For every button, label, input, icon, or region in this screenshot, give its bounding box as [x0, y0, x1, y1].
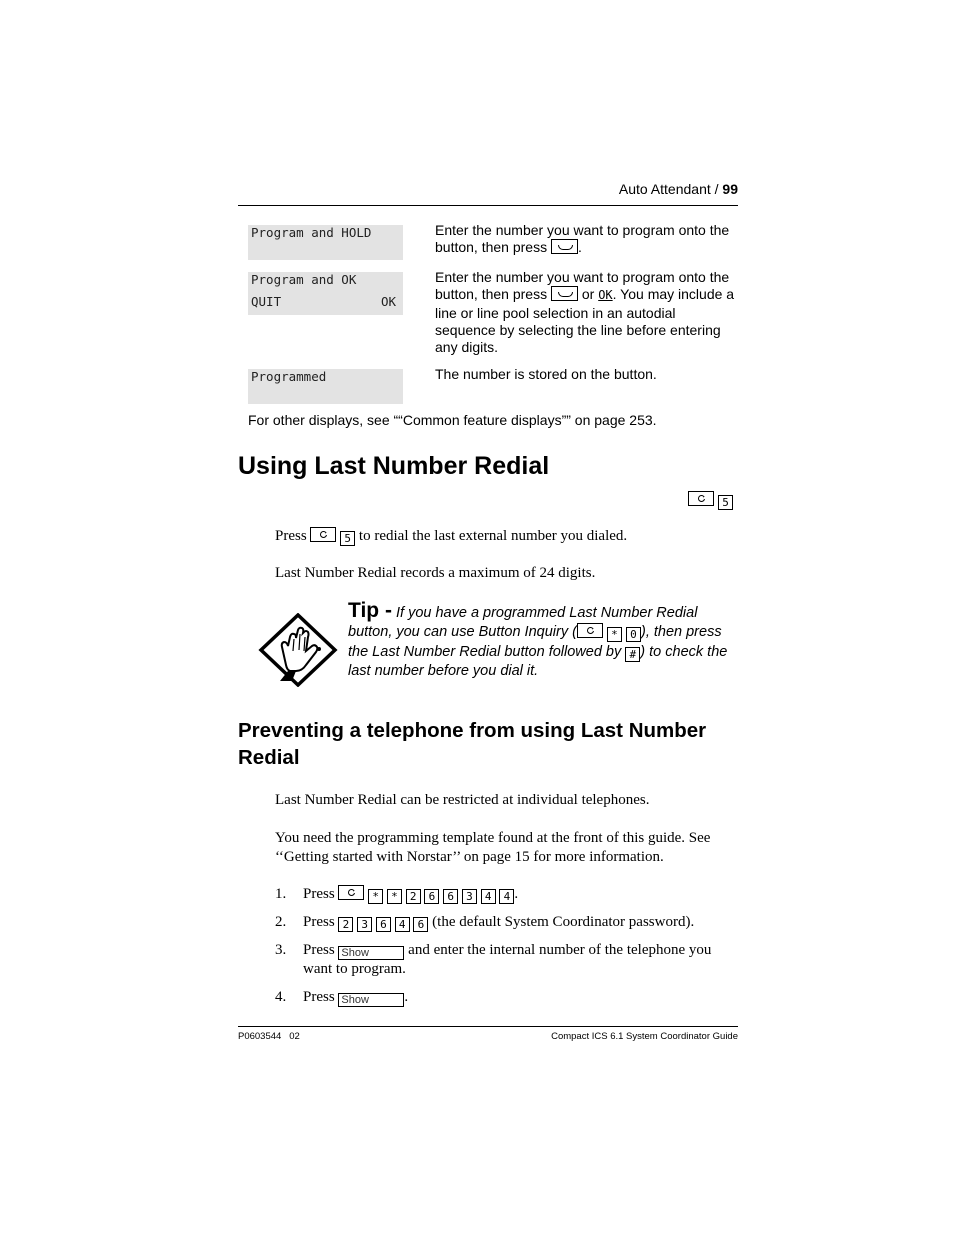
step-content — [303, 913, 735, 932]
key-4: 4 — [395, 917, 410, 932]
show-button: Show — [338, 993, 404, 1007]
footer-rule — [238, 1026, 738, 1027]
tip-text-1: If you have a programmed Last Number Redial button, you can use Button Inquiry ( — [348, 605, 698, 641]
template-note: You need the programming template found at the front of this guide. See ‘‘Getting started with Norstar’’ on page 15 for more information. — [275, 830, 711, 865]
subsection-title: Preventing a telephone from using Last Number Redial — [238, 719, 707, 769]
step-1 — [275, 885, 735, 905]
key-3: 3 — [357, 917, 372, 932]
step-number: 2. — [275, 914, 287, 930]
description-end: . You may include a line or line pool selection in an autodial sequence by selecting the line before entering any digits. — [435, 286, 735, 356]
key-6: 6 — [376, 917, 391, 932]
header-separator: / — [710, 181, 723, 197]
key-0: 0 — [626, 627, 641, 642]
description-text: Enter the number you want to program onto the button, then press — [435, 269, 730, 303]
display-description — [435, 222, 735, 257]
hand-stop-icon — [258, 613, 338, 687]
key-5: 5 — [340, 531, 355, 546]
press-label: Press — [303, 886, 335, 902]
header-section: Auto Attendant — [618, 181, 711, 197]
lcd-softkey-ok: OK — [380, 294, 396, 309]
press-label: Press — [303, 989, 335, 1005]
press-label: Press — [275, 528, 307, 544]
lcd-line-1: Programmed — [251, 369, 327, 384]
press-label: Press — [303, 942, 335, 958]
step-2 — [275, 913, 735, 933]
step-3 — [275, 941, 735, 981]
description-end: . — [577, 239, 582, 256]
step-number: 4. — [275, 989, 287, 1005]
feature-key-icon — [688, 491, 714, 506]
description-text: Enter the number you want to program onto the button, then press — [435, 222, 730, 256]
step-note: (the default System Coordinator password). — [432, 914, 695, 930]
display-description — [435, 366, 735, 383]
tip-label: Tip - — [348, 599, 392, 622]
restriction-note: Last Number Redial can be restricted at individual telephones. — [275, 792, 650, 808]
description-text: The number is stored on the button. — [435, 366, 657, 382]
redial-instruction-text: to redial the last external number you dialed. — [358, 528, 628, 544]
feature-key-icon — [577, 623, 603, 638]
key-star: * — [607, 627, 622, 642]
key-4: 4 — [481, 889, 496, 904]
display-description — [435, 269, 735, 356]
tip-box — [348, 601, 738, 681]
key-4: 4 — [499, 889, 514, 904]
step-end: . — [404, 989, 409, 1005]
key-2: 2 — [338, 917, 353, 932]
key-hash: # — [625, 647, 640, 662]
key-5: 5 — [718, 495, 733, 510]
lcd-line-1: Program and OK — [251, 272, 357, 287]
ok-softkey-label: OK — [598, 288, 613, 303]
step-end: . — [514, 886, 519, 902]
show-button: Show — [338, 946, 404, 960]
release-key-icon — [551, 239, 578, 254]
other-displays-note: For other displays, see ““Common feature displays”” on page 253. — [248, 412, 657, 428]
key-6: 6 — [443, 889, 458, 904]
key-3: 3 — [462, 889, 477, 904]
redial-instruction — [275, 527, 735, 546]
lcd-display-program-ok — [248, 272, 403, 315]
step-content — [303, 941, 735, 979]
step-4 — [275, 988, 735, 1008]
step-content — [303, 885, 735, 904]
step-number: 3. — [275, 942, 287, 958]
feature-key-icon — [338, 885, 364, 900]
key-6: 6 — [424, 889, 439, 904]
lcd-softkey-quit: QUIT — [251, 294, 282, 309]
page-number: 99 — [722, 181, 738, 197]
lcd-display-program-hold — [248, 225, 403, 260]
release-key-icon — [551, 286, 578, 301]
press-label: Press — [303, 914, 335, 930]
key-star: * — [368, 889, 383, 904]
key-6: 6 — [413, 917, 428, 932]
lcd-line-1: Program and HOLD — [251, 225, 372, 240]
document-number: P0603544 02 — [238, 1031, 300, 1042]
step-note: and enter the internal number of the telephone you want to program. — [303, 942, 712, 977]
running-header — [480, 181, 738, 197]
guide-title: Compact ICS 6.1 System Coordinator Guide — [551, 1031, 738, 1042]
header-rule — [238, 205, 738, 206]
section-title: Using Last Number Redial — [238, 452, 550, 480]
lcd-line-2 — [251, 294, 399, 309]
tip-text-3: ) to check the last number before you dial it. — [348, 643, 728, 679]
key-star: * — [387, 889, 402, 904]
lcd-display-programmed — [248, 369, 403, 404]
redial-max-digits: Last Number Redial records a maximum of 24 digits. — [275, 565, 596, 581]
step-number: 1. — [275, 886, 287, 902]
description-or: or — [581, 286, 595, 303]
tip-text-2: ), then press the Last Number Redial button followed by — [348, 624, 722, 660]
feature-code-keys — [688, 491, 733, 510]
step-content — [303, 988, 735, 1007]
feature-key-icon — [310, 527, 336, 542]
key-2: 2 — [406, 889, 421, 904]
